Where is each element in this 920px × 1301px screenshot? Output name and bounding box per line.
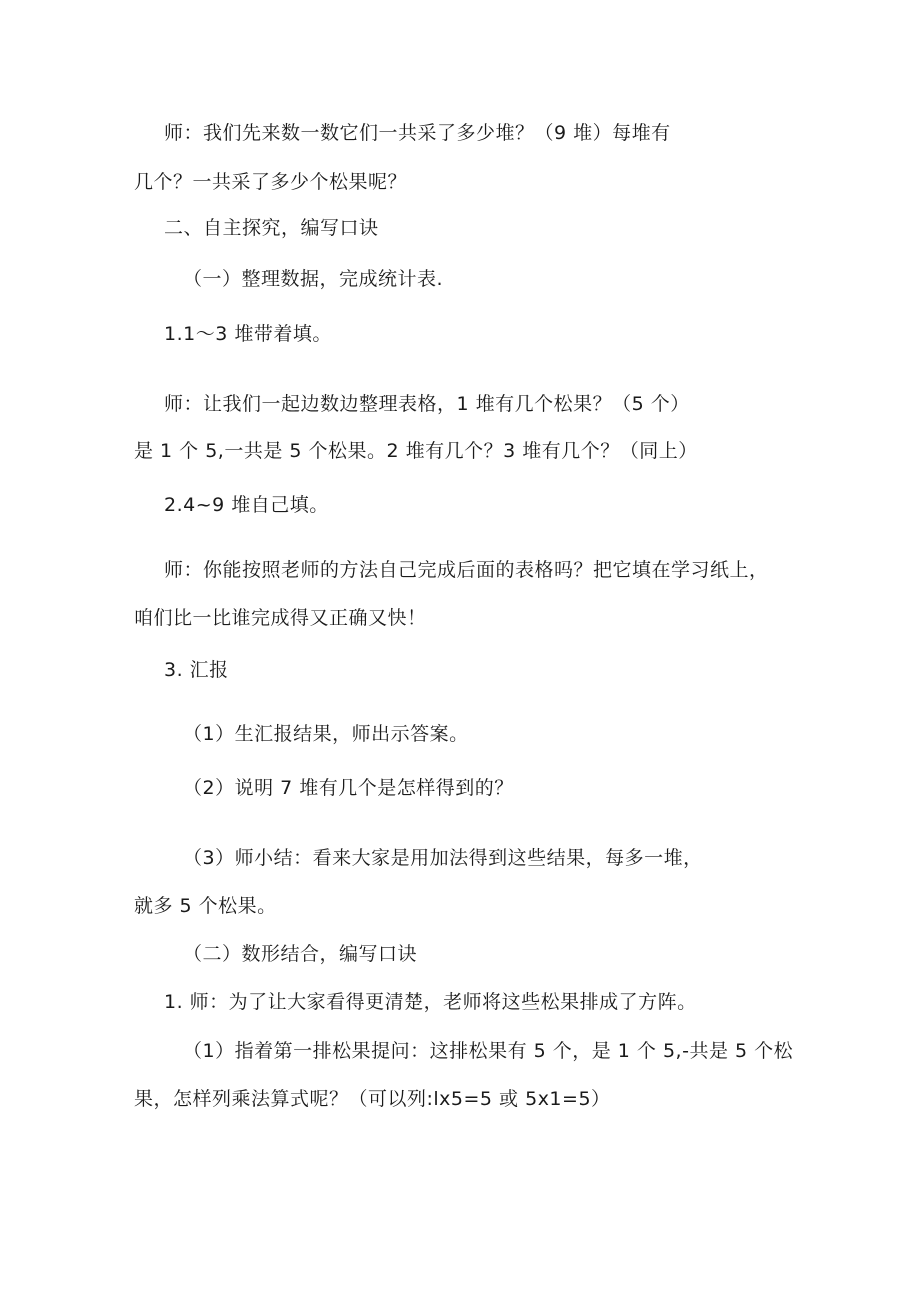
section-heading: 二、自主探究，编写口诀 — [164, 217, 379, 239]
paragraph-line: （3）师小结：看来大家是用加法得到这些结果，每多一堆， — [183, 847, 703, 869]
paragraph-line: 1. 师：为了让大家看得更清楚，老师将这些松果排成了方阵。 — [164, 991, 697, 1013]
paragraph-line: 3. 汇报 — [164, 659, 229, 681]
paragraph-line: （1）指着第一排松果提问：这排松果有 5 个，是 1 个 5,-共是 5 个松 — [183, 1040, 794, 1062]
paragraph-line: （1）生汇报结果，师出示答案。 — [183, 723, 469, 745]
paragraph-line: 是 1 个 5,一共是 5 个松果。2 堆有几个？3 堆有几个？（同上） — [134, 440, 698, 462]
subsection-heading: （一）整理数据，完成统计表. — [183, 268, 444, 290]
paragraph-line: 师：我们先来数一数它们一共采了多少堆？（9 堆）每堆有 — [164, 122, 671, 144]
subsection-heading: （二）数形结合，编写口诀 — [183, 943, 418, 965]
paragraph-line: （2）说明 7 堆有几个是怎样得到的？ — [183, 777, 514, 799]
paragraph-line: 师：你能按照老师的方法自己完成后面的表格吗？把它填在学习纸上， — [164, 559, 769, 581]
paragraph-line: 咱们比一比谁完成得又正确又快！ — [134, 607, 427, 629]
paragraph-line: 2.4~9 堆自己填。 — [164, 494, 329, 516]
paragraph-line: 师：让我们一起边数边整理表格，1 堆有几个松果？（5 个） — [164, 393, 690, 415]
paragraph-line: 就多 5 个松果。 — [134, 895, 277, 917]
paragraph-line: 几个？一共采了多少个松果呢？ — [134, 171, 408, 193]
paragraph-line: 果，怎样列乘法算式呢？（可以列:lx5=5 或 5x1=5） — [134, 1088, 611, 1110]
paragraph-line: 1.1～3 堆带着填。 — [164, 323, 332, 345]
